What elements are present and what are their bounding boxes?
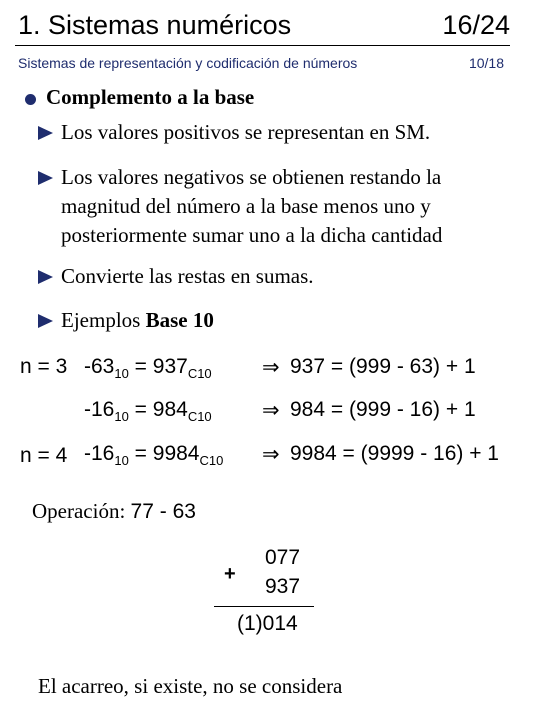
operation-label: Operación: — [32, 499, 126, 523]
sum-result: (1)014 — [237, 612, 298, 635]
example-1-eq: = 937 — [128, 355, 188, 378]
plus-sign: + — [224, 563, 236, 585]
example-1-sub: C10 — [187, 366, 212, 381]
example-3-sub: C10 — [199, 453, 224, 468]
implies-icon: ⇒ — [262, 399, 280, 422]
example-3-base: 10 — [114, 453, 129, 468]
header-divider — [15, 45, 510, 46]
example-1-result: 937 = (999 - 63) + 1 — [290, 355, 476, 378]
bullet-sums: Convierte las restas en sumas. — [61, 264, 314, 288]
example-3-eq: = 9984 — [128, 442, 200, 465]
bullet-negative: Los valores negativos se obtienen restando la magnitud del número a la base menos uno y posteriormente sumar uno a la dicha cantidad — [61, 165, 443, 247]
triangle-bullet-icon — [38, 270, 53, 284]
example-1-num: -63 — [84, 355, 115, 378]
implies-icon: ⇒ — [262, 443, 280, 466]
section-heading: Complemento a la base — [46, 85, 255, 109]
example-2-sub: C10 — [187, 409, 212, 424]
bullet-positive: Los valores positivos se representan en SM. — [61, 120, 431, 144]
example-2-eq: = 984 — [128, 398, 188, 421]
examples-base: Base 10 — [145, 308, 214, 332]
page-number: 16/24 — [442, 10, 510, 40]
slide-title: 1. Sistemas numéricos — [18, 10, 292, 40]
bullet-dot-icon — [25, 94, 36, 105]
operation-line — [32, 499, 196, 524]
example-3-result: 9984 = (9999 - 16) + 1 — [290, 442, 499, 465]
operation-expression: 77 - 63 — [130, 500, 196, 523]
sum-divider — [214, 606, 314, 607]
example-3-expression — [84, 442, 223, 466]
examples-prefix: Ejemplos — [61, 308, 146, 332]
subtitle-page-number: 10/18 — [468, 55, 504, 71]
implies-icon: ⇒ — [262, 356, 280, 379]
example-2-num: -16 — [84, 398, 115, 421]
bullet-examples — [61, 306, 521, 335]
addend-2: 937 — [265, 575, 301, 598]
triangle-bullet-icon — [38, 171, 53, 185]
slide-subtitle: Sistemas de representación y codificación de números — [18, 55, 358, 71]
example-1-base: 10 — [114, 366, 129, 381]
example-1-expression — [84, 355, 212, 379]
example-2-expression — [84, 398, 212, 422]
n-equals-3: n = 3 — [20, 355, 68, 378]
example-3-num: -16 — [84, 442, 115, 465]
n-equals-4: n = 4 — [20, 444, 68, 467]
example-2-result: 984 = (999 - 16) + 1 — [290, 398, 476, 421]
example-2-base: 10 — [114, 409, 129, 424]
addend-1: 077 — [265, 546, 301, 569]
triangle-bullet-icon — [38, 314, 53, 328]
carry-note: El acarreo, si existe, no se considera — [38, 674, 343, 698]
triangle-bullet-icon — [38, 126, 53, 140]
